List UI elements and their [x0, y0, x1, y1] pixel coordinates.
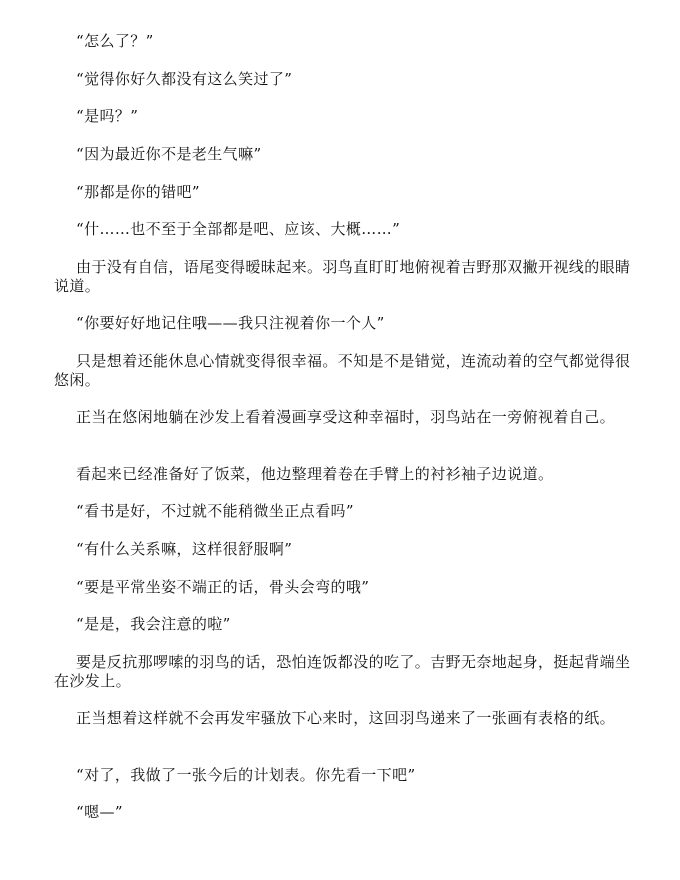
- paragraph-1: “怎么了？”: [76, 32, 154, 50]
- paragraph-10: 正当在悠闲地躺在沙发上看着漫画享受这种幸福时，羽鸟站在一旁俯视着自己。: [76, 408, 616, 426]
- paragraph-7: 由于没有自信，语尾变得暧昧起来。羽鸟直盯盯地俯视着吉野那双撇开视线的眼睛说道。: [54, 258, 631, 295]
- paragraph-4: “因为最近你不是老生气嘛”: [76, 145, 262, 163]
- paragraph-13: “有什么关系嘛，这样很舒服啊”: [76, 540, 293, 558]
- paragraph-15: “是是，我会注意的啦”: [76, 615, 231, 633]
- paragraph-2: “觉得你好久都没有这么笑过了”: [76, 70, 293, 88]
- paragraph-9: 只是想着还能休息心情就变得很幸福。不知是不是错觉，连流动着的空气都觉得很悠闲。: [54, 352, 631, 389]
- paragraph-6: “什……也不至于全部都是吧、应该、大概……”: [76, 220, 401, 238]
- paragraph-8: “你要好好地记住哦——我只注视着你一个人”: [76, 314, 385, 332]
- paragraph-11: 看起来已经准备好了饭菜，他边整理着卷在手臂上的衬衫袖子边说道。: [76, 465, 554, 483]
- paragraph-5: “那都是你的错吧”: [76, 183, 200, 201]
- paragraph-3: “是吗？”: [76, 107, 139, 125]
- paragraph-14: “要是平常坐姿不端正的话，骨头会弯的哦”: [76, 578, 370, 596]
- paragraph-18: “对了，我做了一张今后的计划表。你先看一下吧”: [76, 766, 416, 784]
- paragraph-17: 正当想着这样就不会再发牢骚放下心来时，这回羽鸟递来了一张画有表格的纸。: [76, 709, 616, 727]
- paragraph-19: “嗯—”: [76, 803, 123, 821]
- paragraph-16: 要是反抗那啰嗦的羽鸟的话，恐怕连饭都没的吃了。吉野无奈地起身，挺起背端坐在沙发上。: [54, 653, 631, 690]
- paragraph-12: “看书是好，不过就不能稍微坐正点看吗”: [76, 502, 354, 520]
